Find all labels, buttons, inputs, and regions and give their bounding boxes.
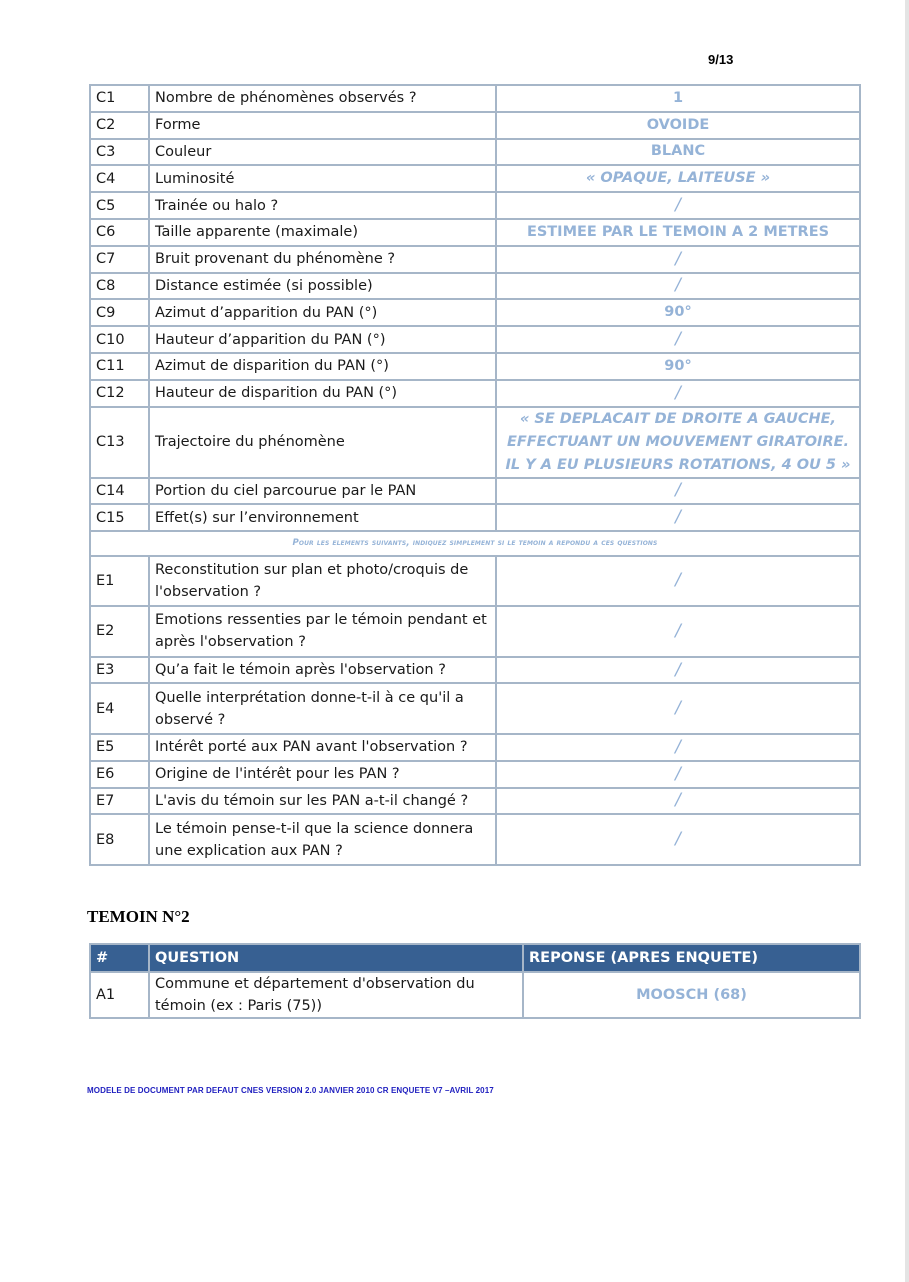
row-code: E1 xyxy=(90,556,149,607)
header-question: QUESTION xyxy=(149,944,523,972)
row-answer: « OPAQUE, LAITEUSE » xyxy=(496,165,860,192)
row-question: Taille apparente (maximale) xyxy=(149,219,496,246)
row-answer: / xyxy=(496,192,860,219)
row-question: Hauteur de disparition du PAN (°) xyxy=(149,380,496,407)
table-row xyxy=(90,734,860,761)
table-row xyxy=(90,165,860,192)
table-row xyxy=(90,353,860,380)
table-row xyxy=(90,112,860,139)
table-row xyxy=(90,478,860,505)
row-question: L'avis du témoin sur les PAN a-t-il changé ? xyxy=(149,788,496,815)
row-code: C14 xyxy=(90,478,149,505)
page-number: 9/13 xyxy=(708,52,734,67)
row-answer: 90° xyxy=(496,299,860,326)
document-footer: MODELE DE DOCUMENT PAR DEFAUT CNES VERSION 2.0 JANVIER 2010 CR ENQUETE V7 –AVRIL 2017 xyxy=(87,1086,494,1095)
header-answer: REPONSE (APRES ENQUETE) xyxy=(523,944,860,972)
row-question: Azimut d’apparition du PAN (°) xyxy=(149,299,496,326)
row-question: Trainée ou halo ? xyxy=(149,192,496,219)
row-question: Commune et département d'observation du témoin (ex : Paris (75)) xyxy=(149,972,523,1018)
row-question: Origine de l'intérêt pour les PAN ? xyxy=(149,761,496,788)
table-row xyxy=(90,972,860,1018)
header-num: # xyxy=(90,944,149,972)
row-question: Portion du ciel parcourue par le PAN xyxy=(149,478,496,505)
row-answer: ESTIMEE PAR LE TEMOIN A 2 METRES xyxy=(496,219,860,246)
table-row xyxy=(90,273,860,300)
row-code: E8 xyxy=(90,814,149,865)
row-code: E3 xyxy=(90,657,149,684)
witness-2-table xyxy=(89,943,861,1019)
row-answer: / xyxy=(496,657,860,684)
instruction-note: Pour les elements suivants, indiquez simplement si le temoin a repondu a ces questions xyxy=(90,531,860,556)
row-answer: / xyxy=(496,734,860,761)
row-question: Reconstitution sur plan et photo/croquis de l'observation ? xyxy=(149,556,496,607)
table-row xyxy=(90,246,860,273)
table-row xyxy=(90,683,860,734)
observation-table xyxy=(89,84,861,866)
table-row xyxy=(90,504,860,531)
table-row xyxy=(90,192,860,219)
table-row xyxy=(90,407,860,478)
table-row xyxy=(90,814,860,865)
row-code: C6 xyxy=(90,219,149,246)
row-question: Bruit provenant du phénomène ? xyxy=(149,246,496,273)
row-code: C11 xyxy=(90,353,149,380)
row-answer: / xyxy=(496,273,860,300)
table-row xyxy=(90,556,860,607)
note-row xyxy=(90,531,860,556)
table-row xyxy=(90,219,860,246)
table-row xyxy=(90,85,860,112)
row-question: Luminosité xyxy=(149,165,496,192)
row-code: C10 xyxy=(90,326,149,353)
row-question: Hauteur d’apparition du PAN (°) xyxy=(149,326,496,353)
row-question: Nombre de phénomènes observés ? xyxy=(149,85,496,112)
row-code: C9 xyxy=(90,299,149,326)
row-answer: 90° xyxy=(496,353,860,380)
row-answer: / xyxy=(496,814,860,865)
row-question: Azimut de disparition du PAN (°) xyxy=(149,353,496,380)
section-title: TEMOIN N°2 xyxy=(87,907,190,926)
row-code: E6 xyxy=(90,761,149,788)
row-question: Distance estimée (si possible) xyxy=(149,273,496,300)
row-answer: 1 xyxy=(496,85,860,112)
table-row xyxy=(90,380,860,407)
row-code: C8 xyxy=(90,273,149,300)
row-answer: « SE DEPLACAIT DE DROITE A GAUCHE, EFFECTUANT UN MOUVEMENT GIRATOIRE. IL Y A EU PLUSIEURS ROTATIONS, 4 OU 5 » xyxy=(496,407,860,478)
page-edge xyxy=(905,0,909,1282)
row-code: E5 xyxy=(90,734,149,761)
row-answer: OVOIDE xyxy=(496,112,860,139)
row-code: C2 xyxy=(90,112,149,139)
table-row xyxy=(90,326,860,353)
row-answer: / xyxy=(496,788,860,815)
table-row xyxy=(90,657,860,684)
row-answer: / xyxy=(496,606,860,657)
row-code: C4 xyxy=(90,165,149,192)
row-code: E2 xyxy=(90,606,149,657)
row-answer: / xyxy=(496,504,860,531)
row-question: Trajectoire du phénomène xyxy=(149,407,496,478)
row-answer: / xyxy=(496,556,860,607)
table-row xyxy=(90,788,860,815)
row-code: E7 xyxy=(90,788,149,815)
table-row xyxy=(90,606,860,657)
row-answer: / xyxy=(496,478,860,505)
row-answer: / xyxy=(496,683,860,734)
row-question: Effet(s) sur l’environnement xyxy=(149,504,496,531)
row-answer: MOOSCH (68) xyxy=(523,972,860,1018)
row-answer: / xyxy=(496,380,860,407)
table-header-row xyxy=(90,944,860,972)
row-question: Le témoin pense-t-il que la science donnera une explication aux PAN ? xyxy=(149,814,496,865)
row-code: C7 xyxy=(90,246,149,273)
row-code: C15 xyxy=(90,504,149,531)
table-row xyxy=(90,761,860,788)
row-code: C12 xyxy=(90,380,149,407)
row-answer: BLANC xyxy=(496,139,860,166)
row-question: Qu’a fait le témoin après l'observation ? xyxy=(149,657,496,684)
row-question: Forme xyxy=(149,112,496,139)
row-code: C1 xyxy=(90,85,149,112)
row-code: A1 xyxy=(90,972,149,1018)
row-question: Intérêt porté aux PAN avant l'observation ? xyxy=(149,734,496,761)
row-answer: / xyxy=(496,326,860,353)
row-code: E4 xyxy=(90,683,149,734)
row-answer: / xyxy=(496,761,860,788)
row-code: C3 xyxy=(90,139,149,166)
row-question: Emotions ressenties par le témoin pendant et après l'observation ? xyxy=(149,606,496,657)
table-row xyxy=(90,139,860,166)
row-answer: / xyxy=(496,246,860,273)
row-question: Quelle interprétation donne-t-il à ce qu'il a observé ? xyxy=(149,683,496,734)
row-code: C13 xyxy=(90,407,149,478)
row-code: C5 xyxy=(90,192,149,219)
table-row xyxy=(90,299,860,326)
row-question: Couleur xyxy=(149,139,496,166)
